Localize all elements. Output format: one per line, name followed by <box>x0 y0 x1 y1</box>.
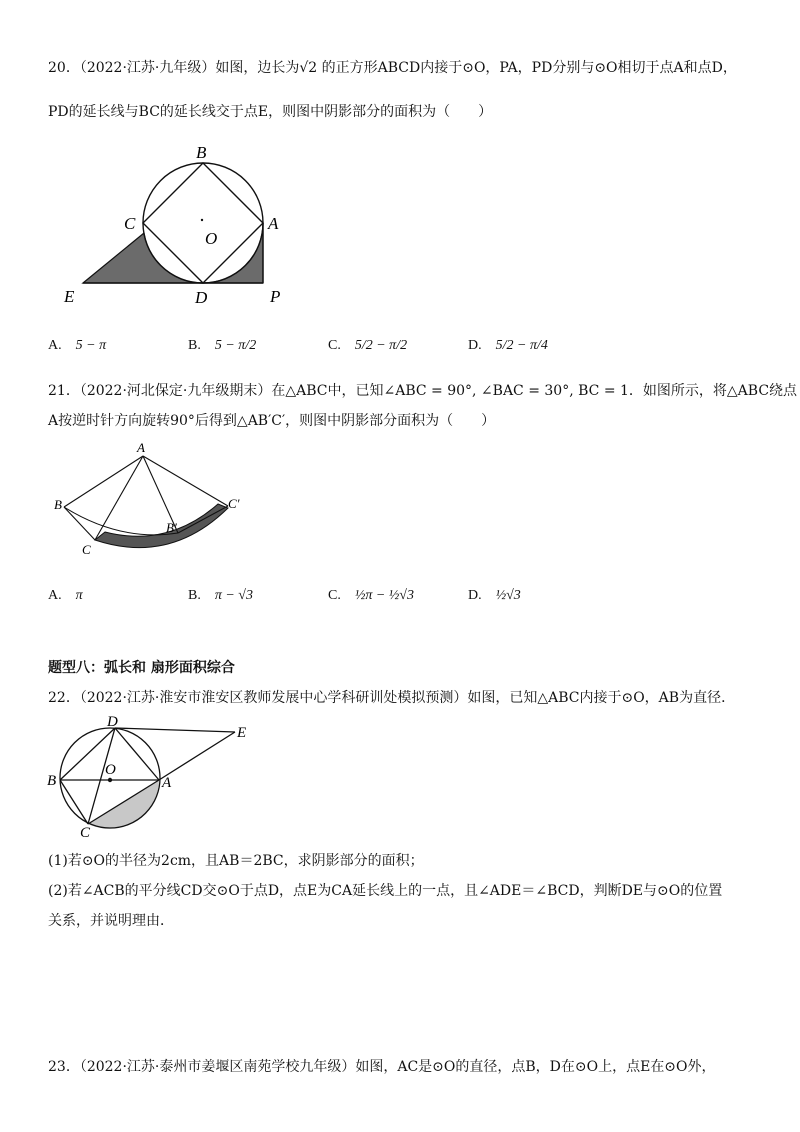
q21-label-c: C <box>82 542 91 557</box>
q21-label-bp: B′ <box>166 520 177 535</box>
q22-part2-line1: (2)若∠ACB的平分线CD交⊙O于点D，点E为CA延长线上的一点，且∠ADE＝∠BCD，判断DE与⊙O的位置 <box>48 883 723 899</box>
q20-option-a[interactable]: A. 5 − π <box>48 338 107 353</box>
q21-option-b-text: π − √3 <box>214 588 253 603</box>
section-heading: 题型八：弧长和 扇形面积综合 <box>48 660 235 676</box>
q20-option-d[interactable]: D. 5/2 − π/4 <box>468 338 548 353</box>
q21-stem-line2: A按逆时针方向旋转90°后得到△AB′C′，则图中阴影部分面积为（ ） <box>48 413 496 429</box>
q22-label-e: E <box>237 725 247 741</box>
q20-option-d-text: 5/2 − π/4 <box>495 338 548 353</box>
q21-option-c[interactable]: C. ½π − ½√3 <box>328 588 414 603</box>
q20-center-dot <box>201 219 203 221</box>
q21-stem-line1: 21．（2022·河北保定·九年级期末）在△ABC中，已知∠ABC = 90°, ∠BAC = 30°, BC = 1．如图所示，将△ABC绕点 <box>48 383 798 399</box>
q21-label-cp: C′ <box>228 496 240 511</box>
q21-label-a: A <box>137 440 145 455</box>
q21-option-c-text: ½π − ½√3 <box>354 588 414 603</box>
q20-label-c: C <box>124 214 136 233</box>
q22-stem-line1: 22．（2022·江苏·淮安市淮安区教师发展中心学科研训处模拟预测）如图，已知△ABC内接于⊙O，AB为直径． <box>48 690 736 706</box>
q23-stem-line1: 23．（2022·江苏·泰州市姜堰区南苑学校九年级）如图，AC是⊙O的直径，点B，D在⊙O上，点E在⊙O外， <box>48 1059 716 1075</box>
q20-option-c-text: 5/2 − π/2 <box>354 338 408 353</box>
q20-option-c[interactable]: C. 5/2 − π/2 <box>328 338 408 353</box>
q20-option-b-text: 5 − π/2 <box>214 338 257 353</box>
q21-option-a-text: π <box>75 588 83 603</box>
q21-label-b: B <box>54 497 62 512</box>
q20-label-o: O <box>205 229 218 248</box>
q21-option-d[interactable]: D. ½√3 <box>468 588 521 603</box>
q22-label-c: C <box>80 825 91 841</box>
q20-shaded-left <box>83 233 203 283</box>
q22-label-a: A <box>162 775 172 791</box>
q21-option-a[interactable]: A. π <box>48 588 83 603</box>
q21-option-b[interactable]: B. π − √3 <box>188 588 253 603</box>
q20-circle <box>143 163 263 283</box>
q22-label-b: B <box>47 773 57 789</box>
q20-stem-line2: PD的延长线与BC的延长线交于点E，则图中阴影部分的面积为（ ） <box>48 104 493 120</box>
q22-part1: (1)若⊙O的半径为2cm，且AB＝2BC，求阴影部分的面积； <box>48 853 424 869</box>
q20-label-e: E <box>64 287 75 306</box>
q20-label-a: A <box>268 214 279 233</box>
q20-stem-line1: 20．（2022·江苏·九年级）如图，边长为√2 的正方形ABCD内接于⊙O，PA，PD分别与⊙O相切于点A和点D， <box>48 60 737 76</box>
q21-shaded-band <box>95 504 228 548</box>
q22-label-d: D <box>107 714 118 730</box>
q20-label-p: P <box>270 287 281 306</box>
q22-figure <box>45 712 265 842</box>
q21-option-d-text: ½√3 <box>495 588 521 603</box>
q20-figure <box>60 140 300 310</box>
q20-label-b: B <box>196 143 207 162</box>
q20-option-a-text: 5 − π <box>75 338 107 353</box>
q22-part2-line2: 关系，并说明理由． <box>48 913 174 929</box>
q20-label-d: D <box>195 288 208 307</box>
q20-option-b[interactable]: B. 5 − π/2 <box>188 338 257 353</box>
q21-figure <box>50 440 260 565</box>
q22-label-o: O <box>105 762 116 778</box>
